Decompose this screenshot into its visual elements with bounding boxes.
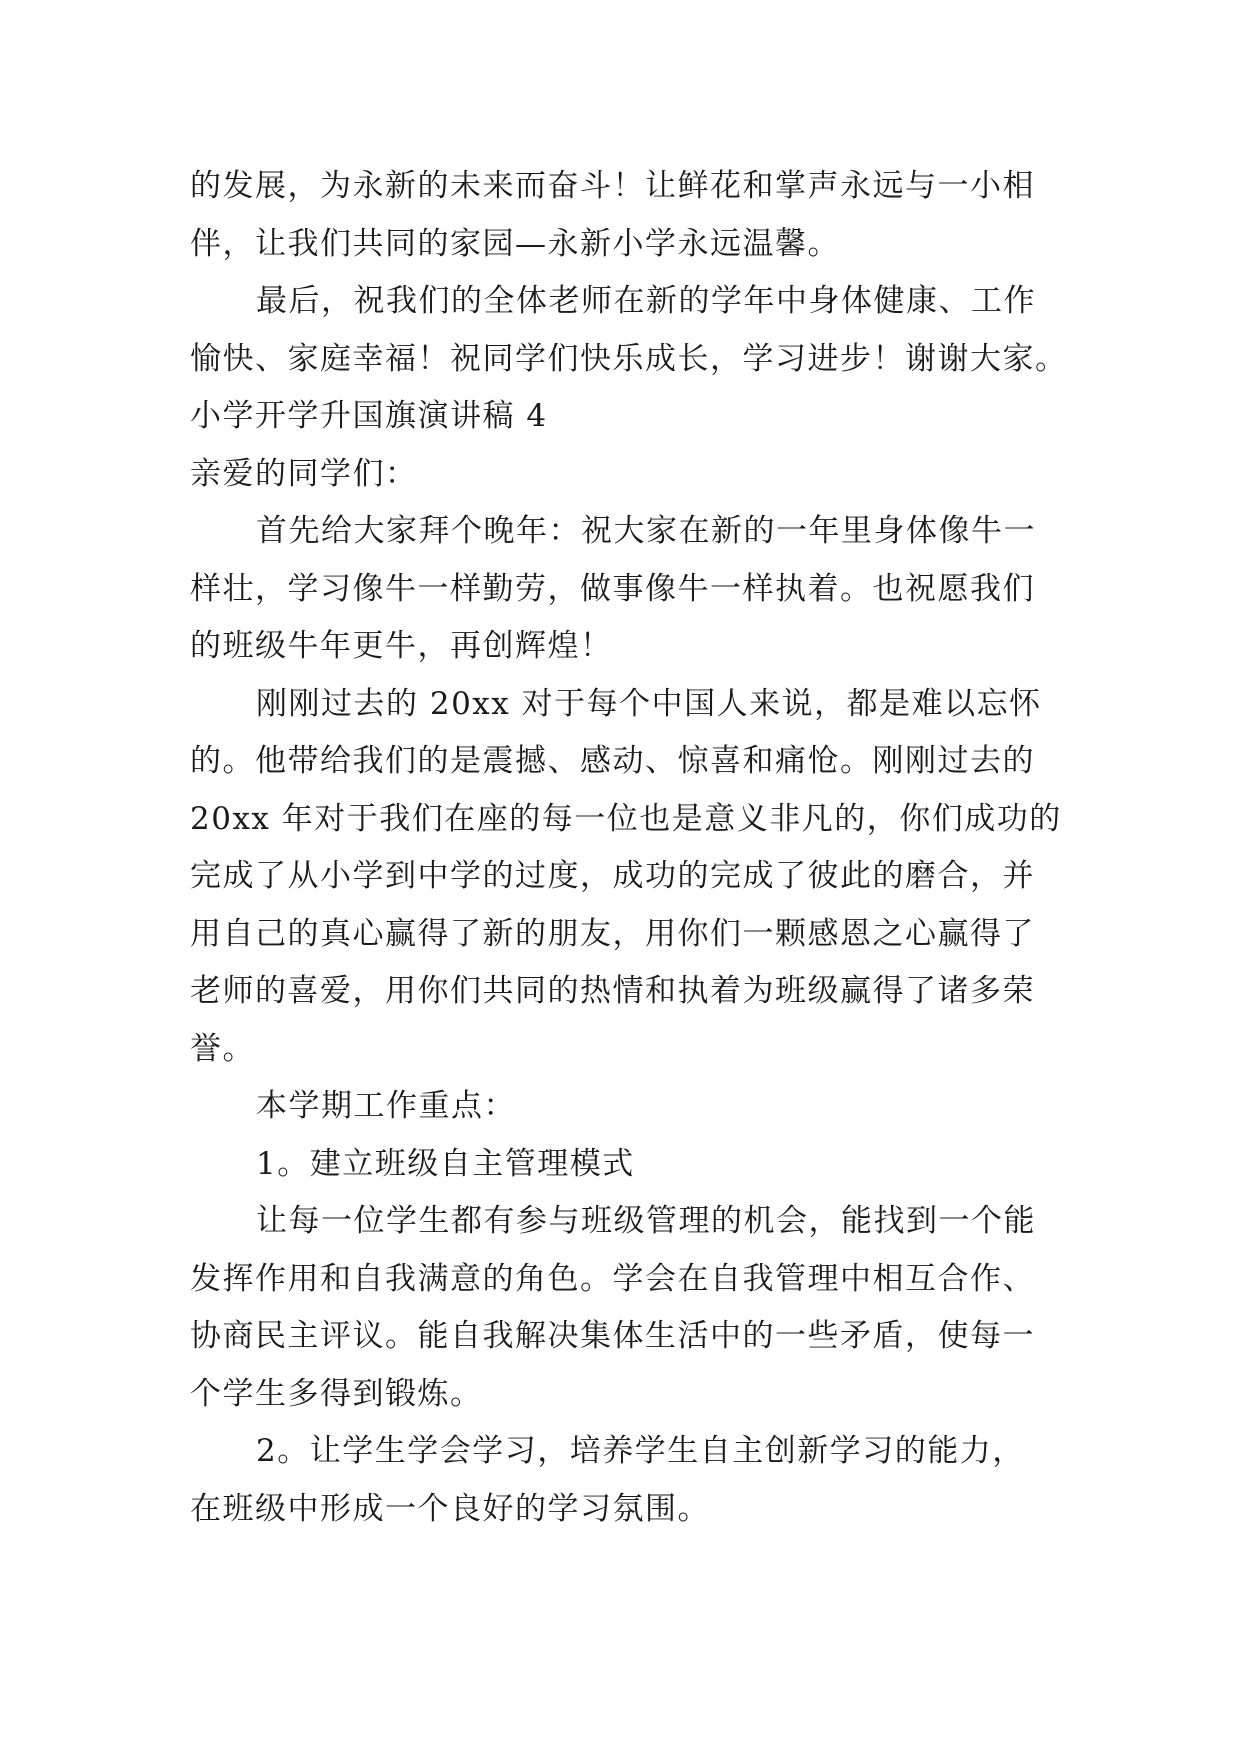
text-line: 20xx 年对于我们在座的每一位也是意义非凡的，你们成功的 <box>190 800 1062 837</box>
text-line: 小学开学升国旗演讲稿 4 <box>190 398 548 434</box>
text-line: 的。他带给我们的是震撼、感动、惊喜和痛怆。刚刚过去的 <box>190 743 1035 779</box>
text-line: 在班级中形成一个良好的学习氛围。 <box>190 1490 710 1527</box>
text-line: 用自己的真心赢得了新的朋友，用你们一颗感恩之心赢得了 <box>190 915 1035 952</box>
text-line: 2。让学生学会学习，培养学生自主创新学习的能力， <box>256 1433 1025 1469</box>
text-line: 首先给大家拜个晚年：祝大家在新的一年里身体像牛一 <box>256 513 1036 549</box>
text-line: 刚刚过去的 20xx 对于每个中国人来说，都是难以忘怀 <box>256 685 1042 722</box>
text-line: 伴，让我们共同的家园—永新小学永远温馨。 <box>190 225 840 262</box>
text-line: 亲爱的同学们： <box>190 455 418 492</box>
text-line: 最后，祝我们的全体老师在新的学年中身体健康、工作 <box>256 283 1036 319</box>
text-line: 协商民主评议。能自我解决集体生活中的一些矛盾，使每一 <box>190 1318 1035 1354</box>
text-line: 个学生多得到锻炼。 <box>190 1375 483 1412</box>
text-line: 愉快、家庭幸福！祝同学们快乐成长，学习进步！谢谢大家。 <box>190 340 1068 377</box>
text-line: 样壮，学习像牛一样勤劳，做事像牛一样执着。也祝愿我们 <box>190 570 1035 607</box>
document-body <box>190 158 1068 1538</box>
text-line: 完成了从小学到中学的过度，成功的完成了彼此的磨合，并 <box>190 858 1035 894</box>
text-line: 本学期工作重点： <box>256 1088 516 1124</box>
text-line: 誉。 <box>190 1030 255 1067</box>
text-line: 的发展，为永新的未来而奋斗！让鲜花和掌声永远与一小相 <box>190 168 1035 204</box>
text-line: 老师的喜爱，用你们共同的热情和执着为班级赢得了诸多荣 <box>190 973 1035 1009</box>
text-line: 发挥作用和自我满意的角色。学会在自我管理中相互合作、 <box>190 1260 1035 1297</box>
text-line: 1。建立班级自主管理模式 <box>256 1145 635 1182</box>
text-line: 让每一位学生都有参与班级管理的机会，能找到一个能 <box>256 1203 1036 1239</box>
text-line: 的班级牛年更牛，再创辉煌！ <box>190 628 613 664</box>
